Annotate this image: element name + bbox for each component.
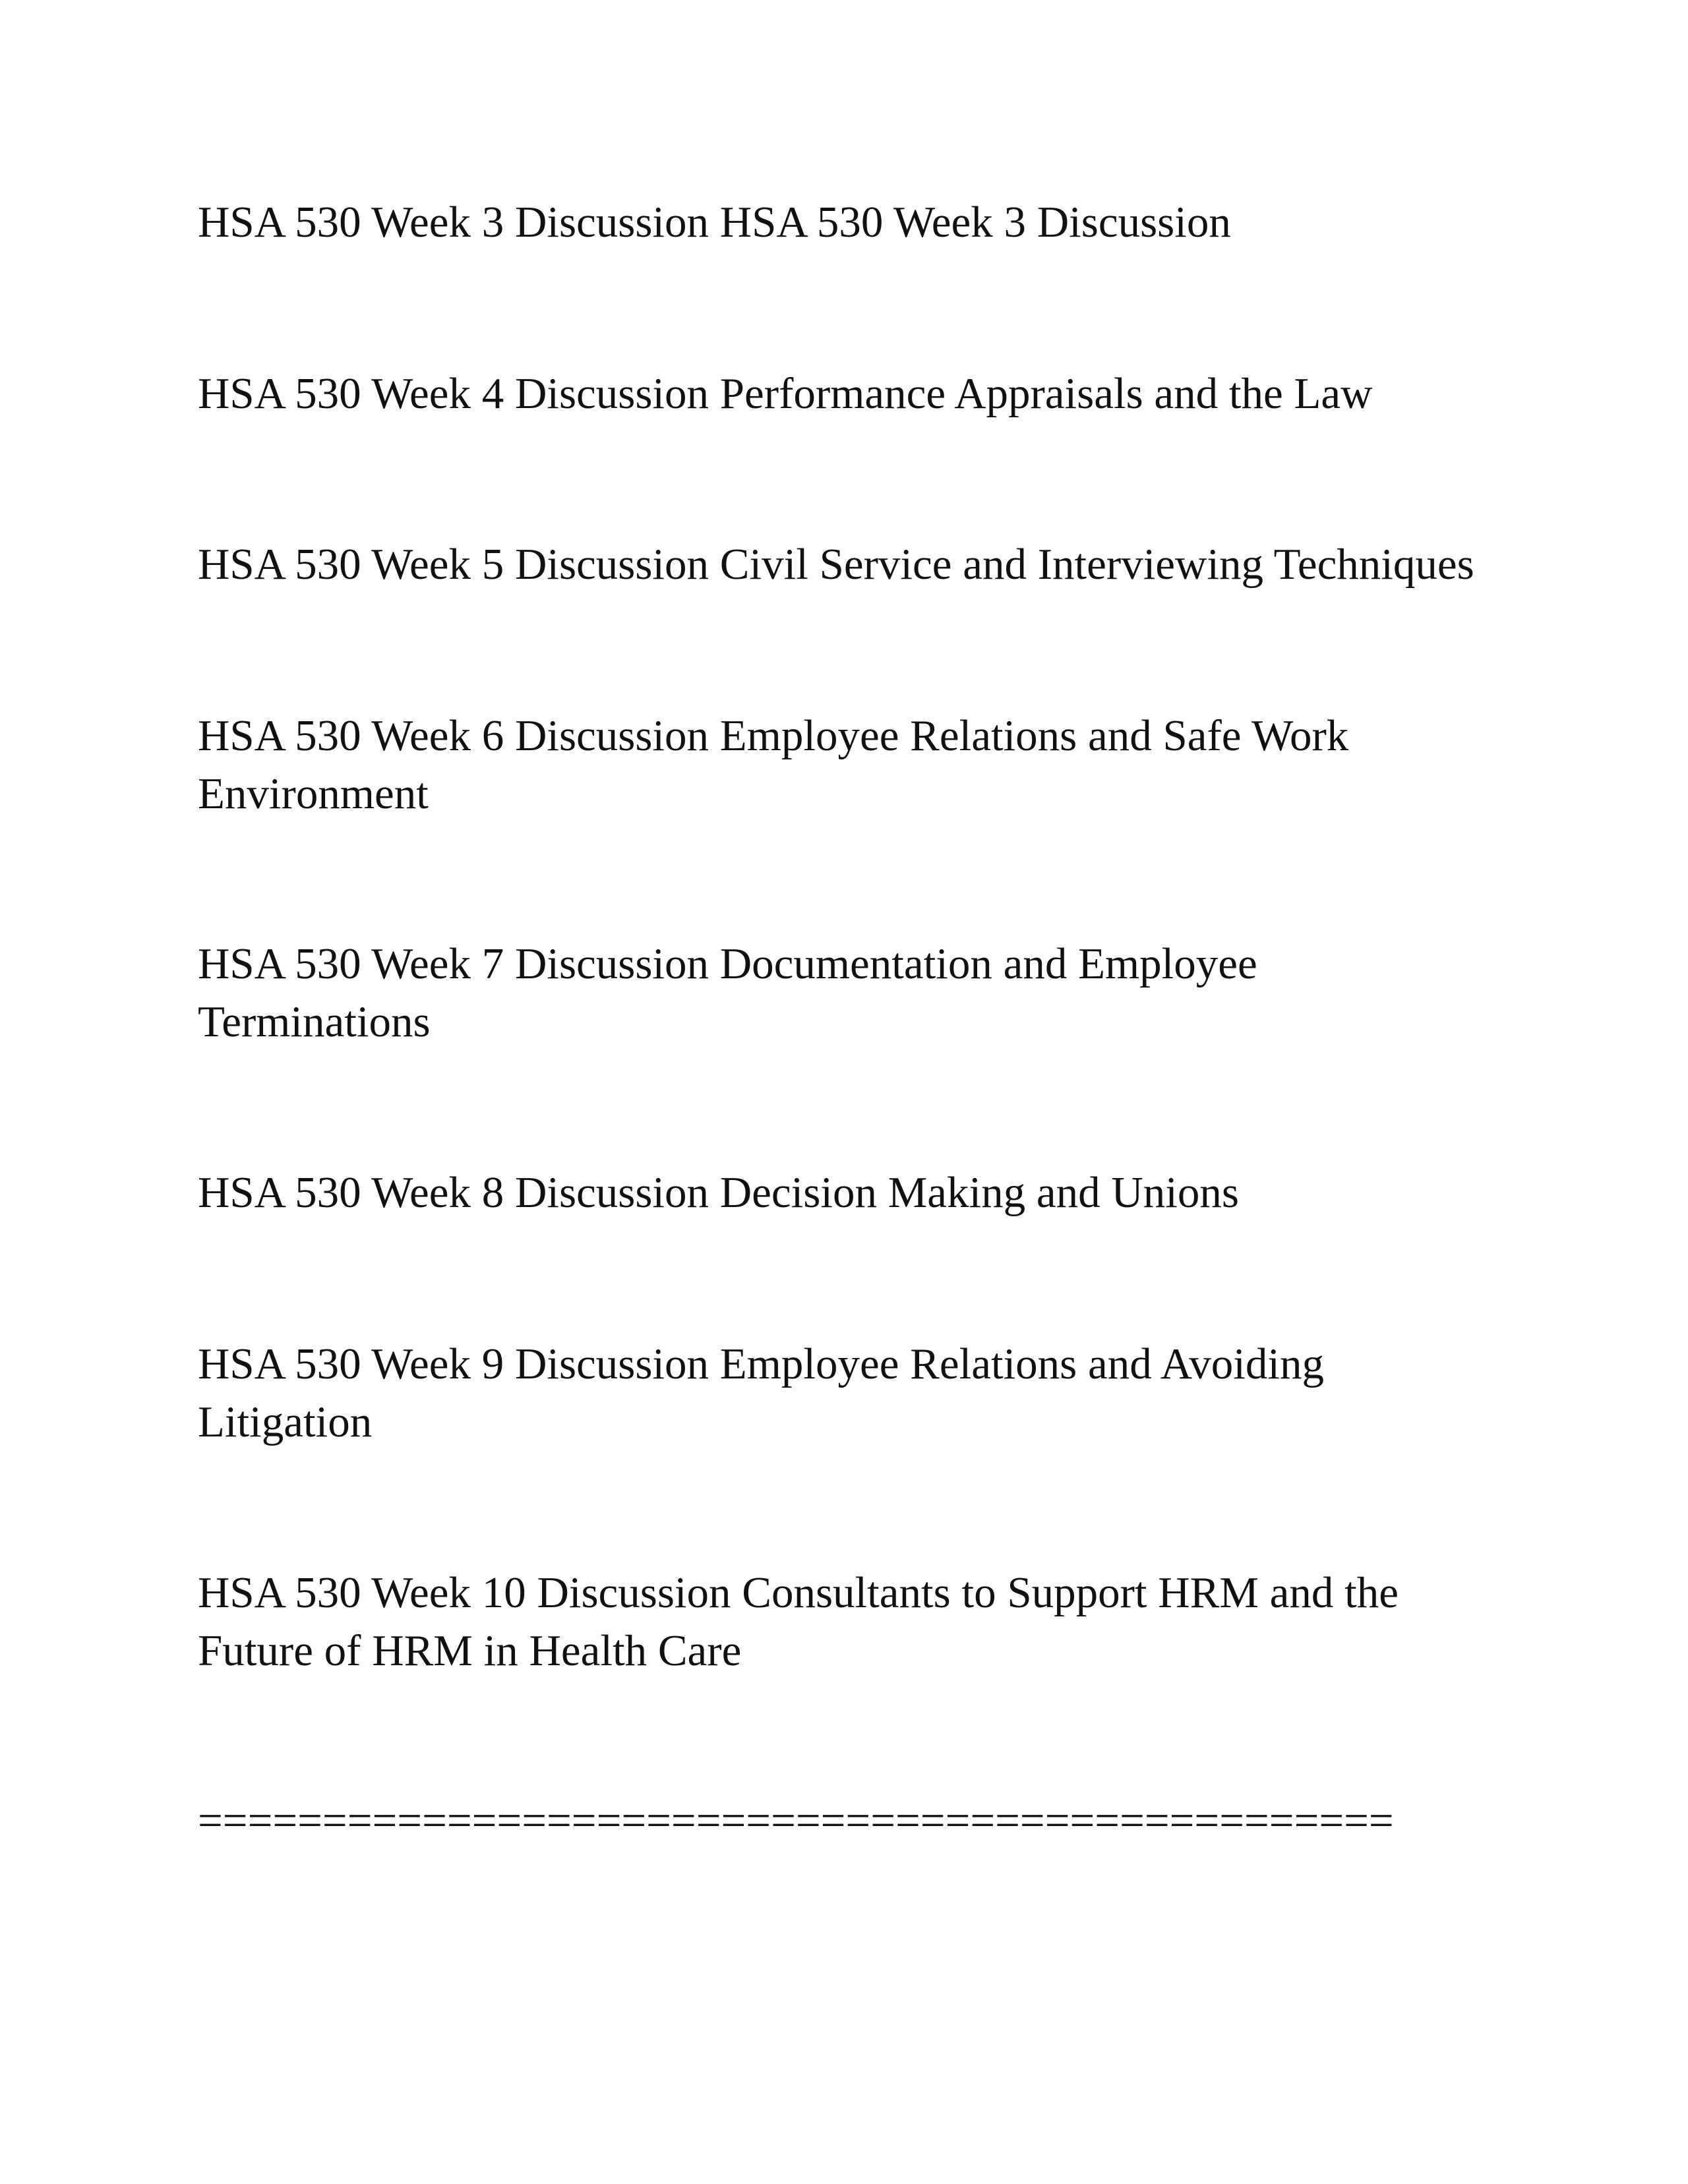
discussion-item-line: HSA 530 Week 8 Discussion Decision Making and Unions (198, 1168, 1239, 1217)
discussion-item-line: Future of HRM in Health Care (198, 1626, 742, 1675)
discussion-item-line: HSA 530 Week 10 Discussion Consultants to Support HRM and the (198, 1568, 1399, 1617)
discussion-item-line: HSA 530 Week 9 Discussion Employee Relations and Avoiding (198, 1340, 1324, 1388)
discussion-item-line: HSA 530 Week 7 Discussion Documentation and Employee (198, 939, 1257, 988)
discussion-item-line: Litigation (198, 1398, 373, 1446)
discussion-item-line: Environment (198, 769, 429, 818)
discussion-item-line: HSA 530 Week 6 Discussion Employee Relations and Safe Work (198, 711, 1349, 760)
discussion-item-week-4 (198, 365, 1510, 423)
discussion-item-line: Terminations (198, 997, 431, 1046)
discussion-item-week-9 (198, 1335, 1510, 1451)
discussion-item-week-6 (198, 707, 1510, 823)
discussion-item-week-3 (198, 193, 1510, 251)
discussion-item-week-7 (198, 935, 1510, 1051)
discussion-item-line: HSA 530 Week 3 Discussion HSA 530 Week 3 Discussion (198, 198, 1231, 247)
separator-line: ================================================ (198, 1796, 1394, 1845)
discussion-item-line: HSA 530 Week 4 Discussion Performance Appraisals and the Law (198, 369, 1373, 418)
discussion-item-week-5 (198, 535, 1510, 593)
discussion-item-week-10 (198, 1564, 1510, 1680)
discussion-item-week-8 (198, 1164, 1510, 1222)
discussion-item-line: HSA 530 Week 5 Discussion Civil Service and Interviewing Techniques (198, 540, 1474, 589)
